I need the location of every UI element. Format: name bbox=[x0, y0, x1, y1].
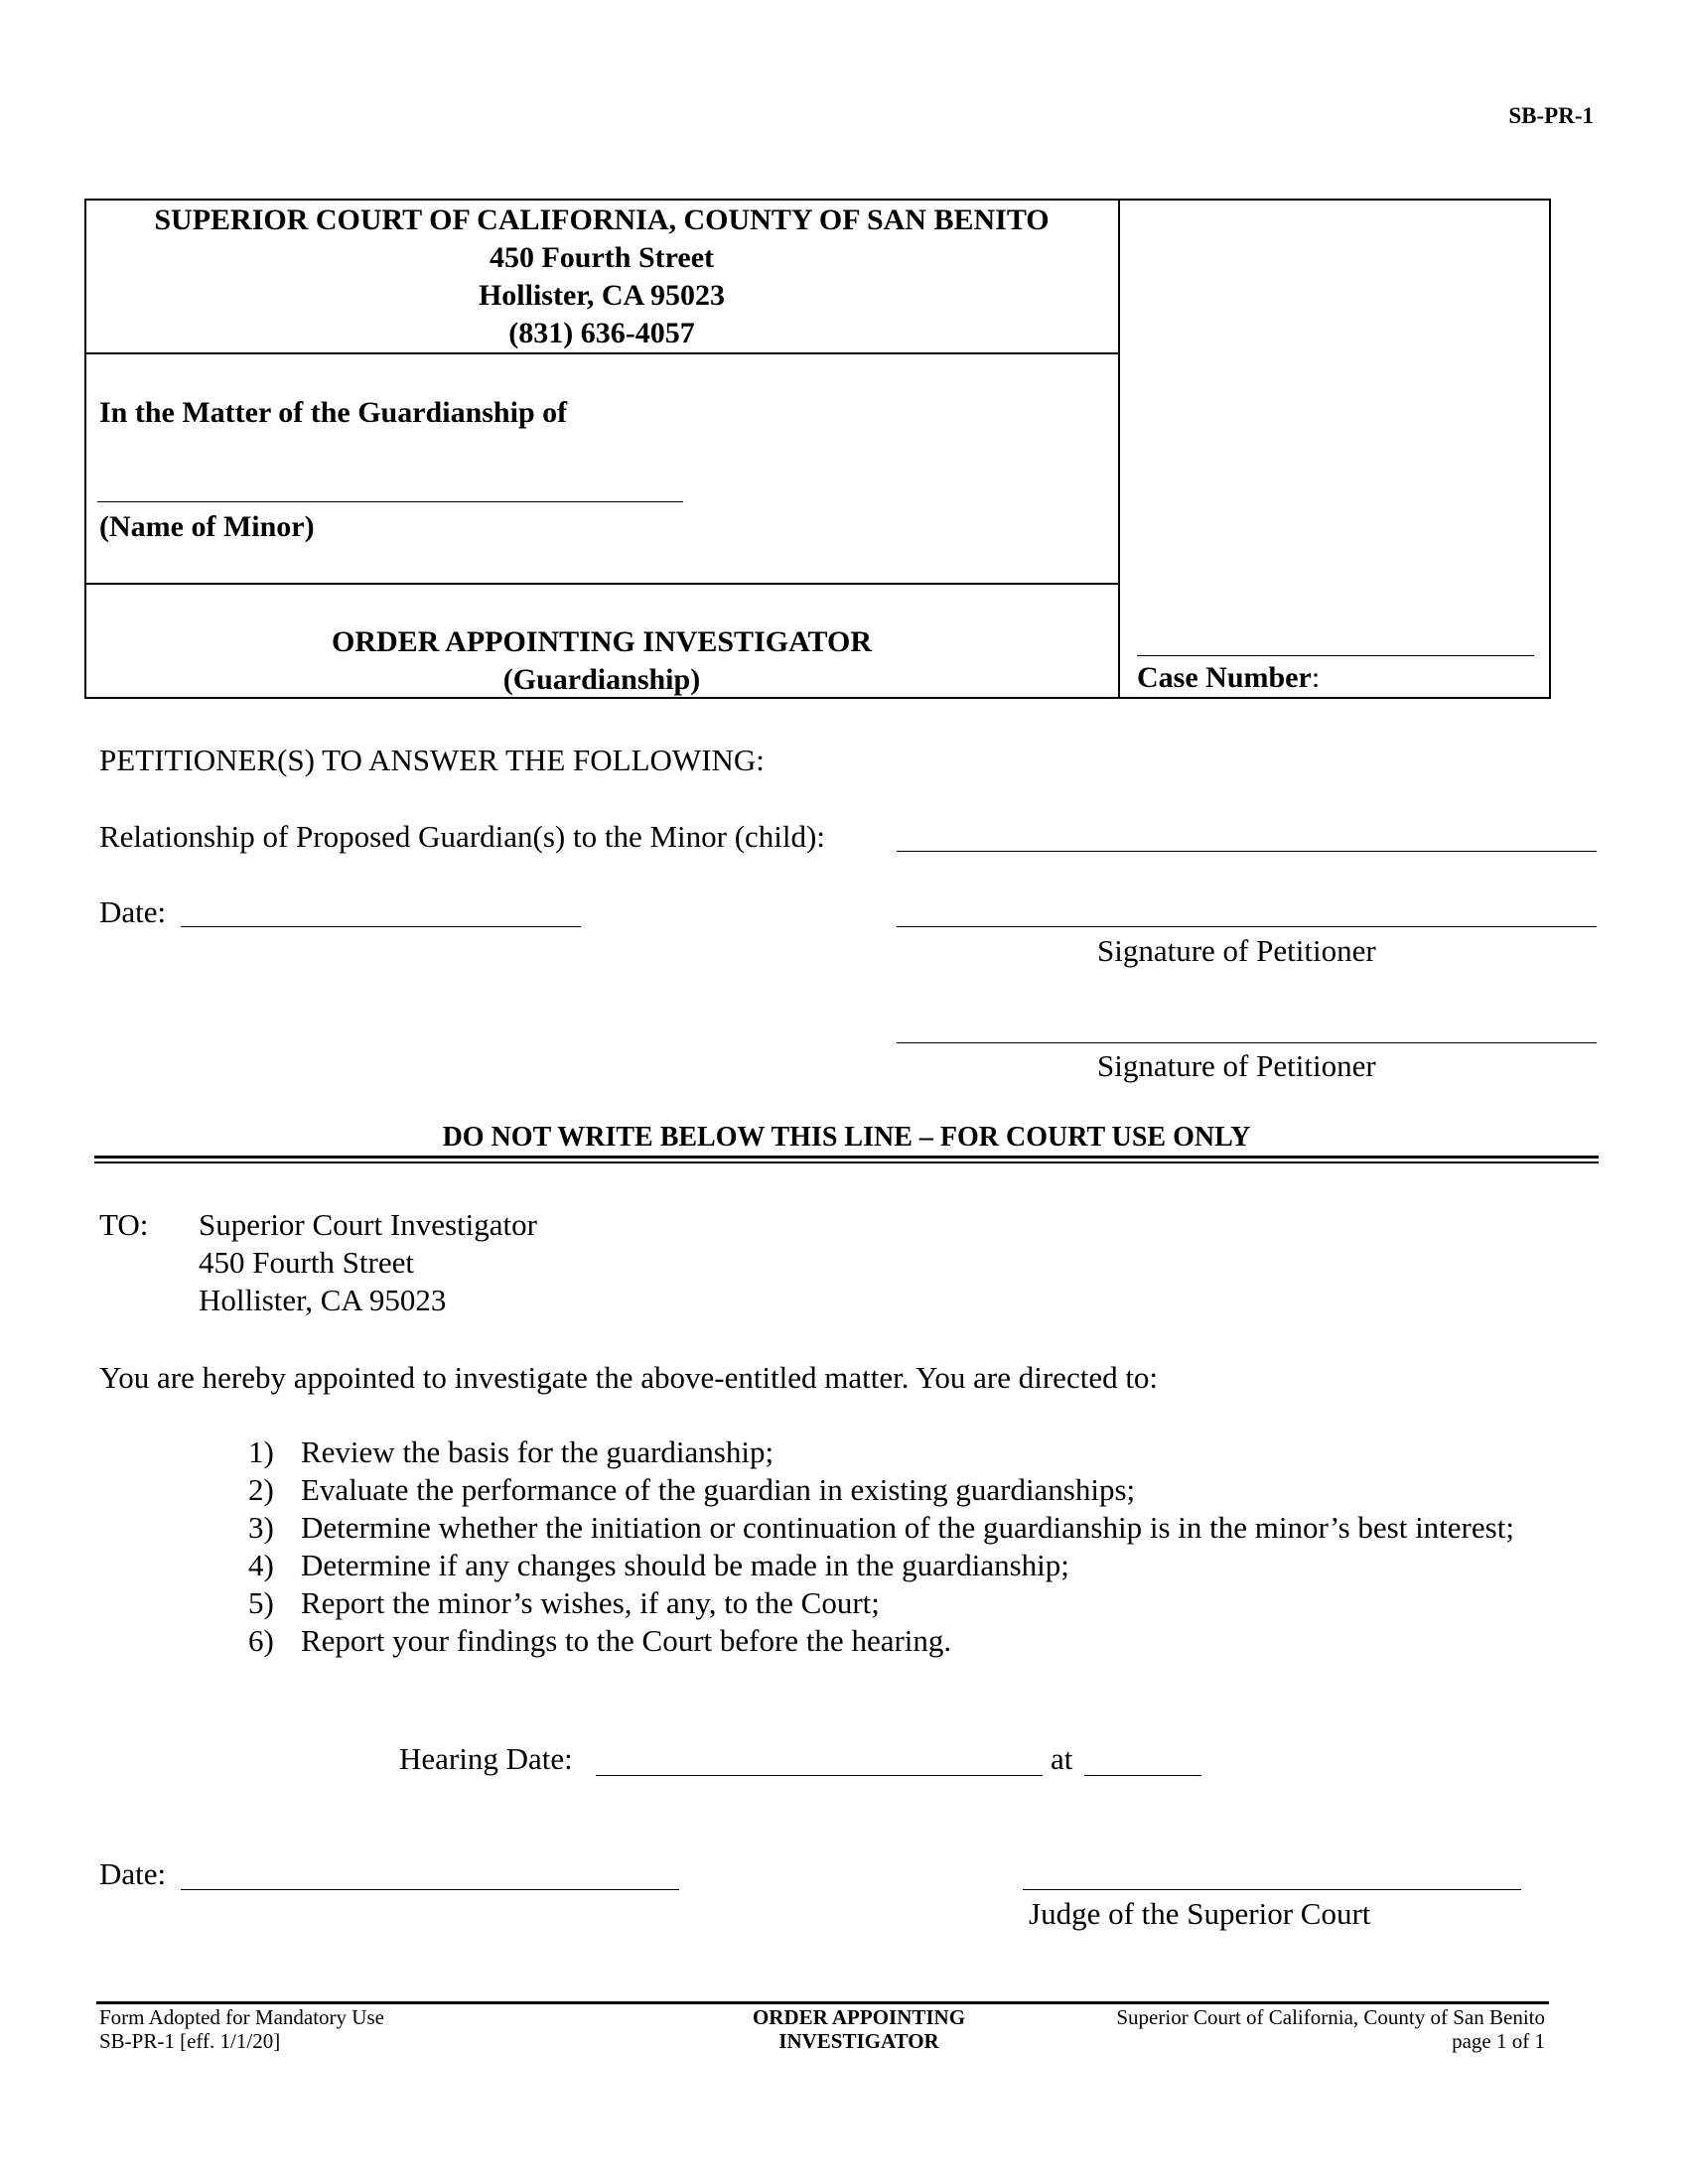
caption-divider bbox=[1118, 199, 1120, 699]
caption-divider bbox=[84, 352, 1119, 354]
petitioner-signature-label-1: Signature of Petitioner bbox=[1097, 933, 1376, 968]
judge-date-field[interactable] bbox=[181, 1889, 679, 1890]
directive-number: 6) bbox=[248, 1623, 274, 1658]
appointment-text: You are hereby appointed to investigate the above-entitled matter. You are directed to: bbox=[99, 1360, 1159, 1395]
minor-name-field[interactable] bbox=[97, 501, 683, 502]
directive-text: Determine if any changes should be made in the guardianship; bbox=[301, 1548, 1069, 1582]
list-item bbox=[248, 1547, 1539, 1584]
hearing-time-field[interactable] bbox=[1084, 1775, 1201, 1776]
to-line-1: Superior Court Investigator bbox=[199, 1207, 537, 1242]
directive-number: 3) bbox=[248, 1510, 274, 1545]
directive-text: Evaluate the performance of the guardian in existing guardianships; bbox=[301, 1472, 1136, 1507]
directive-number: 1) bbox=[248, 1434, 274, 1469]
divider-rule bbox=[94, 1156, 1599, 1159]
relationship-field[interactable] bbox=[897, 851, 1597, 852]
to-label: TO: bbox=[99, 1207, 149, 1242]
directive-number: 4) bbox=[248, 1548, 274, 1582]
hearing-date-label: Hearing Date: bbox=[399, 1741, 573, 1776]
directive-text: Review the basis for the guardianship; bbox=[301, 1434, 774, 1469]
court-city: Hollister, CA 95023 bbox=[478, 279, 726, 312]
directive-text: Report your findings to the Court before the hearing. bbox=[301, 1623, 952, 1658]
footer-rule bbox=[96, 2001, 1549, 2004]
footer-center-line-1: ORDER APPOINTING bbox=[752, 2005, 966, 2029]
list-item bbox=[248, 1622, 1539, 1660]
form-code: SB-PR-1 bbox=[1508, 103, 1594, 128]
case-number-field[interactable] bbox=[1137, 655, 1534, 656]
matter-heading: In the Matter of the Guardianship of bbox=[99, 396, 568, 429]
footer-left-line-2: SB-PR-1 [eff. 1/1/20] bbox=[99, 2029, 281, 2053]
divider-rule bbox=[94, 1161, 1599, 1163]
court-phone: (831) 636-4057 bbox=[508, 317, 695, 349]
footer-left-line-1: Form Adopted for Mandatory Use bbox=[99, 2005, 384, 2029]
minor-name-label: (Name of Minor) bbox=[99, 510, 315, 543]
case-number-label-group bbox=[1137, 661, 1320, 695]
to-line-2: 450 Fourth Street bbox=[199, 1245, 414, 1280]
judge-date-label: Date: bbox=[99, 1856, 167, 1891]
case-number-colon: : bbox=[1311, 661, 1321, 694]
directives-list bbox=[248, 1433, 1539, 1660]
footer-right-line-1: Superior Court of California, County of San Benito bbox=[1116, 2005, 1545, 2029]
list-item bbox=[248, 1433, 1539, 1471]
list-item bbox=[248, 1509, 1539, 1547]
judge-signature-label: Judge of the Superior Court bbox=[1029, 1896, 1371, 1931]
list-item bbox=[248, 1584, 1539, 1622]
document-title: ORDER APPOINTING INVESTIGATOR bbox=[332, 625, 872, 658]
document-subtitle: (Guardianship) bbox=[502, 663, 701, 696]
caption-divider bbox=[84, 583, 1119, 585]
directive-text: Report the minor’s wishes, if any, to the Court; bbox=[301, 1585, 880, 1620]
hearing-date-field[interactable] bbox=[596, 1775, 1043, 1776]
judge-signature-field[interactable] bbox=[1023, 1889, 1521, 1890]
case-number-label: Case Number bbox=[1137, 661, 1312, 694]
relationship-label: Relationship of Proposed Guardian(s) to the Minor (child): bbox=[99, 819, 825, 854]
petitioner-date-label: Date: bbox=[99, 894, 167, 929]
court-street: 450 Fourth Street bbox=[489, 241, 715, 274]
list-item bbox=[248, 1471, 1539, 1509]
directive-text: Determine whether the initiation or continuation of the guardianship is in the minor’s best interest; bbox=[301, 1510, 1514, 1545]
court-name: SUPERIOR COURT OF CALIFORNIA, COUNTY OF SAN BENITO bbox=[154, 204, 1050, 236]
petitioner-date-field[interactable] bbox=[181, 926, 581, 927]
petitioner-heading: PETITIONER(S) TO ANSWER THE FOLLOWING: bbox=[99, 743, 765, 777]
court-use-banner: DO NOT WRITE BELOW THIS LINE – FOR COURT USE ONLY bbox=[442, 1122, 1251, 1153]
petitioner-signature-field-2[interactable] bbox=[897, 1042, 1597, 1043]
footer-right-line-2: page 1 of 1 bbox=[1452, 2029, 1545, 2053]
to-line-3: Hollister, CA 95023 bbox=[199, 1283, 447, 1317]
directive-number: 2) bbox=[248, 1472, 274, 1507]
directive-number: 5) bbox=[248, 1585, 274, 1620]
hearing-at-label: at bbox=[1051, 1741, 1073, 1776]
petitioner-signature-field-1[interactable] bbox=[897, 926, 1597, 927]
footer-center-line-2: INVESTIGATOR bbox=[778, 2029, 939, 2053]
petitioner-signature-label-2: Signature of Petitioner bbox=[1097, 1048, 1376, 1083]
